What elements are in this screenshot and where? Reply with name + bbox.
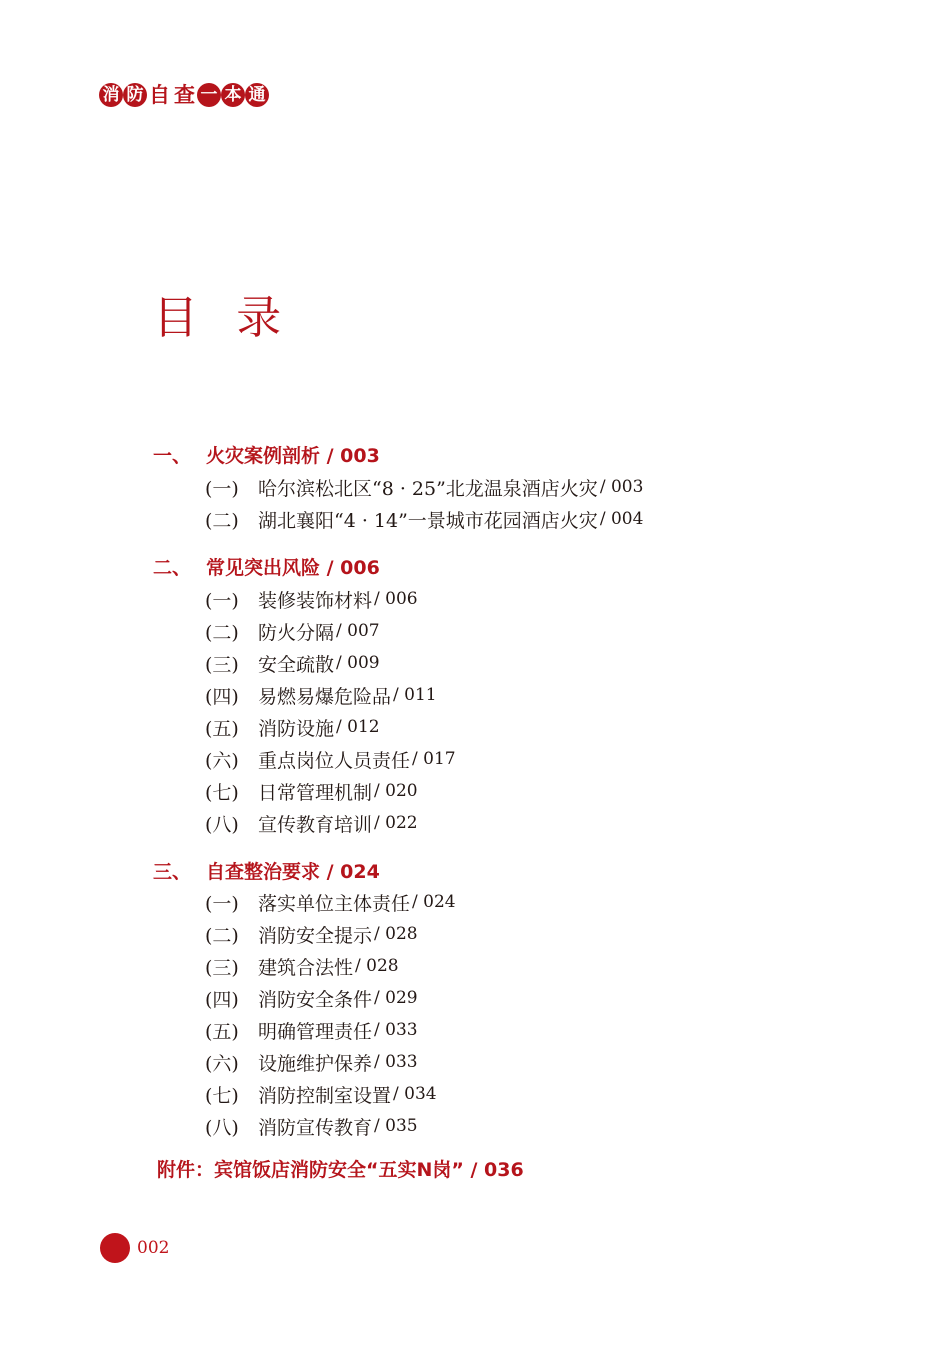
toc-entry[interactable] (205, 505, 643, 533)
toc-section-heading[interactable] (153, 440, 380, 468)
entry-index: (七) (205, 781, 239, 804)
toc-entry[interactable] (205, 649, 380, 677)
entry-index: (四) (205, 988, 239, 1011)
entry-page: / 033 (374, 1020, 418, 1040)
entry-index: (一) (205, 477, 239, 500)
toc-entry[interactable] (205, 809, 418, 837)
entry-page: / 003 (599, 477, 644, 497)
entry-title: 消防安全条件 (258, 988, 373, 1011)
toc-appendix-entry[interactable]: 附件：宾馆饭店消防安全“五实N岗” / 036 (157, 1158, 524, 1181)
page-number-dot-icon (100, 1233, 130, 1263)
entry-page: / 012 (336, 717, 380, 737)
entry-page: / 028 (374, 924, 418, 944)
entry-index: (三) (205, 653, 239, 676)
entry-title: 设施维护保养 (258, 1052, 373, 1075)
section-number: 二、 (153, 556, 192, 579)
toc-entry[interactable] (205, 1048, 418, 1076)
entry-index: (三) (205, 956, 239, 979)
page-number: 002 (137, 1238, 170, 1258)
section-title: 自查整治要求 / 024 (206, 860, 380, 883)
toc-entry[interactable] (205, 713, 380, 741)
toc-entry[interactable] (205, 920, 418, 948)
entry-title: 重点岗位人员责任 (258, 749, 411, 772)
entry-title: 消防安全提示 (258, 924, 373, 947)
entry-page: / 004 (599, 509, 644, 529)
toc-section-heading[interactable] (153, 856, 380, 884)
entry-index: (七) (205, 1084, 239, 1107)
entry-index: (五) (205, 717, 239, 740)
toc-entry[interactable] (205, 1080, 437, 1108)
entry-title: 哈尔滨松北区“8 · 25”北龙温泉酒店火灾 (258, 477, 598, 500)
section-number: 一、 (153, 444, 192, 467)
entry-index: (二) (205, 621, 239, 644)
entry-title: 防火分隔 (258, 621, 335, 644)
entry-page: / 033 (374, 1052, 418, 1072)
entry-index: (二) (205, 509, 239, 532)
entry-index: (六) (205, 749, 239, 772)
entry-title: 湖北襄阳“4 · 14”一景城市花园酒店火灾 (258, 509, 598, 532)
section-title: 火灾案例剖析 / 003 (206, 444, 380, 467)
entry-page: / 028 (355, 956, 399, 976)
entry-title: 日常管理机制 (258, 781, 373, 804)
entry-index: (八) (205, 813, 239, 836)
toc-section-heading[interactable] (153, 552, 380, 580)
entry-title: 宣传教育培训 (258, 813, 373, 836)
logo-char: 查 (174, 82, 195, 107)
entry-page: / 006 (374, 589, 418, 609)
entry-page: / 024 (412, 892, 456, 912)
entry-page: / 034 (393, 1084, 437, 1104)
entry-title: 明确管理责任 (258, 1020, 373, 1043)
logo-char: 防 (123, 83, 147, 107)
entry-index: (五) (205, 1020, 239, 1043)
entry-index: (四) (205, 685, 239, 708)
book-series-logo (99, 80, 269, 110)
section-title: 常见突出风险 / 006 (206, 556, 380, 579)
entry-page: / 029 (374, 988, 418, 1008)
entry-title: 安全疏散 (258, 653, 335, 676)
toc-entry[interactable] (205, 745, 456, 773)
entry-page: / 009 (336, 653, 380, 673)
entry-title: 消防宣传教育 (258, 1116, 373, 1139)
logo-char: 一 (197, 83, 221, 107)
entry-index: (六) (205, 1052, 239, 1075)
toc-entry[interactable] (205, 681, 437, 709)
entry-page: / 011 (393, 685, 437, 705)
entry-index: (二) (205, 924, 239, 947)
logo-char: 自 (149, 82, 170, 107)
section-number: 三、 (153, 860, 192, 883)
entry-index: (一) (205, 892, 239, 915)
entry-index: (一) (205, 589, 239, 612)
entry-page: / 017 (412, 749, 456, 769)
logo-char: 消 (99, 83, 123, 107)
entry-title: 消防设施 (258, 717, 335, 740)
page-title: 目 录 (153, 291, 294, 344)
entry-title: 建筑合法性 (258, 956, 354, 979)
entry-index: (八) (205, 1116, 239, 1139)
entry-title: 易燃易爆危险品 (258, 685, 392, 708)
toc-entry[interactable] (205, 1112, 418, 1140)
toc-entry[interactable] (205, 984, 418, 1012)
entry-title: 消防控制室设置 (258, 1084, 392, 1107)
entry-page: / 007 (336, 621, 380, 641)
entry-title: 装修装饰材料 (258, 589, 373, 612)
toc-entry[interactable] (205, 585, 418, 613)
entry-title: 落实单位主体责任 (258, 892, 411, 915)
logo-char: 本 (221, 83, 245, 107)
toc-entry[interactable] (205, 777, 418, 805)
entry-page: / 022 (374, 813, 418, 833)
toc-entry[interactable] (205, 1016, 418, 1044)
toc-entry[interactable] (205, 952, 399, 980)
logo-char: 通 (245, 83, 269, 107)
toc-entry[interactable] (205, 888, 456, 916)
entry-page: / 035 (374, 1116, 418, 1136)
toc-entry[interactable] (205, 473, 643, 501)
toc-entry[interactable] (205, 617, 380, 645)
entry-page: / 020 (374, 781, 418, 801)
